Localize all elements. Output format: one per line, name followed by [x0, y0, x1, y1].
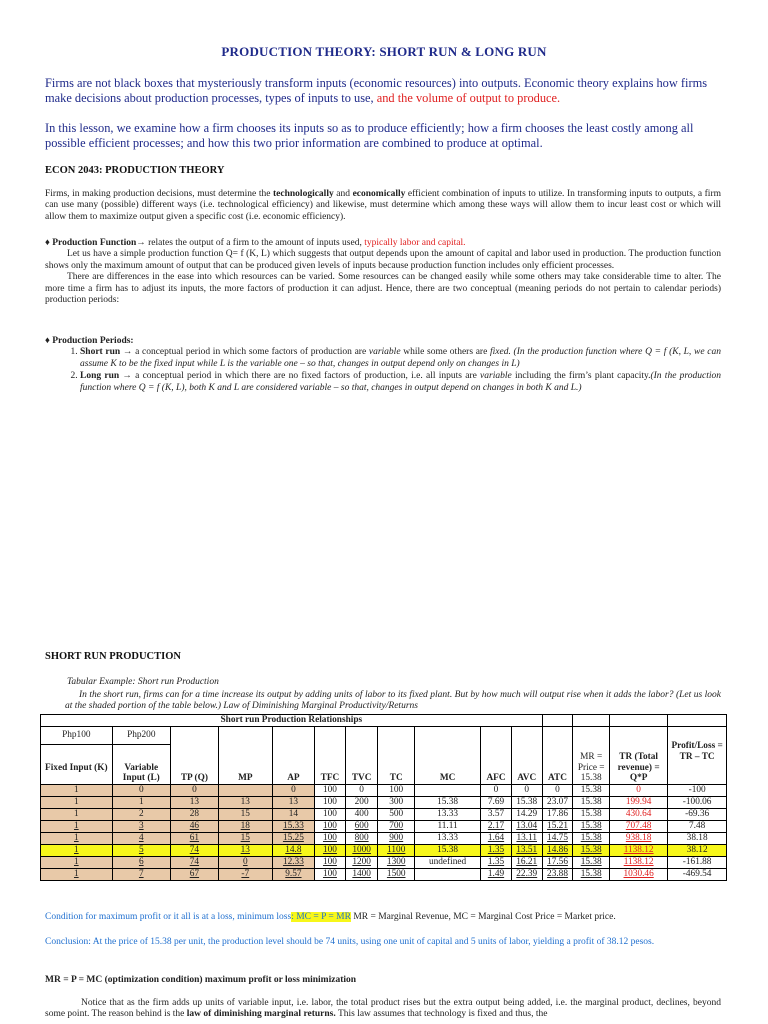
table-cell: 100 — [315, 868, 346, 880]
table-cell: 1 — [41, 820, 113, 832]
table-cell: 300 — [378, 796, 415, 808]
table-cell: 7.69 — [481, 796, 512, 808]
condition-definitions: MR = Marginal Revenue, MC = Marginal Cost Price = Market price. — [350, 912, 616, 922]
table-cell: 17.86 — [542, 808, 573, 820]
production-periods-heading — [45, 336, 721, 347]
table-cell: 100 — [378, 784, 415, 796]
list-text: → a conceptual period in which there are no fixed factors of production, i.e. all inputs are — [119, 371, 481, 382]
table-cell: 15.38 — [573, 808, 610, 820]
table-cell: 38.18 — [668, 832, 727, 844]
econ-heading: ECON 2043: PRODUCTION THEORY — [45, 165, 225, 176]
table-cell: 199.94 — [609, 796, 667, 808]
efficiency-paragraph — [45, 189, 721, 223]
table-cell: -161.88 — [668, 856, 727, 868]
table-cell: 1300 — [378, 856, 415, 868]
table-cell: 13 — [170, 796, 218, 808]
table-cell: 15.38 — [414, 844, 480, 856]
table-cell: 100 — [315, 796, 346, 808]
production-function-text: → relates the output of a firm to the amount of inputs used, — [136, 238, 365, 248]
table-cell: 17.56 — [542, 856, 573, 868]
condition-text: Condition for maximum profit or it all is at a loss, minimum loss — [45, 912, 292, 922]
table-row — [41, 808, 727, 820]
table-row — [41, 868, 727, 880]
table-row — [41, 844, 727, 856]
mp-header: MP — [218, 727, 272, 785]
table-cell: -100 — [668, 784, 727, 796]
table-caption-row — [41, 715, 727, 727]
tvc-header: TVC — [345, 727, 378, 785]
production-function-p2: Let us have a simple production function Q= f (K, L) which suggests that output depends upon the amount of capital and labor used in production. The production function shows only the maximum amount of output that can be produced given levels of inputs because production function includes only efficient processes. — [45, 249, 721, 271]
intro-highlight: and the volume of output to produce. — [376, 91, 561, 105]
intro-text: Firms are not black boxes that mysteriously transform inputs (economic resources) into outputs. Economic theory explains how firms make decisions about production processes, types of inputs to use, — [45, 76, 708, 105]
table-cell: -469.54 — [668, 868, 727, 880]
list-italic: (In the production function where Q = f (K, L, we can assume K to be the fixed input while L is the variable one – so that, changes in output depend only on changes in L) — [80, 347, 721, 369]
list-text: while some others are — [400, 347, 491, 358]
table-cell: 13.33 — [414, 832, 480, 844]
table-cell: 0 — [511, 784, 542, 796]
table-cell: 100 — [315, 784, 346, 796]
production-function-p3: There are differences in the ease into which resources can be varied. Some resources can be changed easily while some others may take considerable time to alter. The more time a firm has to adjust its inputs, the more factors of production it can adjust. Hence, there are two conceptual (meaning periods do not pertain to calendar periods) production periods: — [45, 272, 721, 306]
table-cell: 28 — [170, 808, 218, 820]
table-cell: 0 — [272, 784, 314, 796]
table-row — [41, 796, 727, 808]
production-periods-section — [45, 336, 721, 395]
short-run-production-heading: SHORT RUN PRODUCTION — [45, 651, 181, 662]
table-cell: 13 — [272, 796, 314, 808]
table-cell: 600 — [345, 820, 378, 832]
table-cell: 14.75 — [542, 832, 573, 844]
table-cell: 15.38 — [573, 820, 610, 832]
table-cell: 700 — [378, 820, 415, 832]
table-cell: 15 — [218, 832, 272, 844]
table-cell: 61 — [170, 832, 218, 844]
para-bold: technologically — [273, 189, 334, 199]
table-cell: 1400 — [345, 868, 378, 880]
table-cell: 1030.46 — [609, 868, 667, 880]
table-cell: 13.33 — [414, 808, 480, 820]
table-header-row — [41, 727, 727, 785]
list-italic: variable — [480, 371, 512, 382]
table-cell: 74 — [170, 856, 218, 868]
php100-label: Php100 — [41, 727, 112, 745]
tabular-example-label: Tabular Example: Short run Production — [67, 677, 219, 687]
table-cell: 38.12 — [668, 844, 727, 856]
table-row — [41, 784, 727, 796]
tp-header: TP (Q) — [170, 727, 218, 785]
table-cell: 100 — [315, 808, 346, 820]
table-cell: 15.38 — [573, 796, 610, 808]
table-cell: 1 — [41, 856, 113, 868]
table-cell — [668, 715, 727, 727]
condition-highlight: : MC = P = MR — [291, 912, 351, 922]
list-italic: (In the production function where Q = f (K, L), both K and L are considered variable – so that, changes in output depend on changes in both K and L.) — [80, 371, 721, 393]
table-cell: 1000 — [345, 844, 378, 856]
table-cell: undefined — [414, 856, 480, 868]
short-run-label: Short run — [80, 347, 121, 358]
header-label: Fixed Input (K) — [45, 762, 108, 773]
closing-paragraph — [45, 998, 721, 1021]
table-cell: 1 — [41, 808, 113, 820]
fixed-input-header — [41, 727, 113, 785]
table-cell: 3 — [112, 820, 170, 832]
long-run-label: Long run — [80, 371, 120, 382]
list-text: → a conceptual period in which some factors of production are — [120, 347, 369, 358]
table-cell: 800 — [345, 832, 378, 844]
table-cell: 1 — [41, 784, 113, 796]
list-item-long-run — [80, 371, 721, 394]
table-cell: 100 — [315, 856, 346, 868]
table-cell — [542, 715, 573, 727]
production-function-highlight: typically labor and capital. — [364, 238, 466, 248]
table-row — [41, 832, 727, 844]
list-text: including the firm’s plant capacity. — [511, 371, 651, 382]
atc-header: ATC — [542, 727, 573, 785]
table-cell: 1.49 — [481, 868, 512, 880]
production-function-section — [45, 238, 721, 306]
table-cell: 0 — [170, 784, 218, 796]
table-cell: 1200 — [345, 856, 378, 868]
closing-bold: law of diminishing marginal returns. — [186, 1009, 336, 1020]
table-cell: 938.18 — [609, 832, 667, 844]
table-cell: 46 — [170, 820, 218, 832]
table-cell: 13 — [218, 844, 272, 856]
table-cell: 23.07 — [542, 796, 573, 808]
table-cell: -100.06 — [668, 796, 727, 808]
table-cell: 1.35 — [481, 844, 512, 856]
variable-input-header — [112, 727, 170, 785]
table-cell: 13.04 — [511, 820, 542, 832]
table-cell: 15.38 — [414, 796, 480, 808]
table-cell: 74 — [170, 844, 218, 856]
intro-paragraph-2: In this lesson, we examine how a firm chooses its inputs so as to produce efficiently; how a firm chooses the least costly among all possible efficient processes; and how this two prior information are combined to produce at optimal. — [45, 121, 694, 150]
table-cell: 15.21 — [542, 820, 573, 832]
tr-header: TR (Total revenue) = Q*P — [609, 727, 667, 785]
table-cell: 15.38 — [573, 784, 610, 796]
table-cell: 15.38 — [573, 844, 610, 856]
table-cell: 1138.12 — [609, 844, 667, 856]
production-periods-list — [45, 347, 721, 394]
tc-header: TC — [378, 727, 415, 785]
table-cell: 1500 — [378, 868, 415, 880]
table-cell: 15.38 — [573, 868, 610, 880]
optimization-condition: MR = P = MC (optimization condition) maximum profit or loss minimization — [45, 975, 357, 985]
table-cell: 13.11 — [511, 832, 542, 844]
table-caption: Short run Production Relationships — [41, 715, 543, 727]
list-italic: fixed. — [490, 347, 511, 358]
table-cell: -7 — [218, 868, 272, 880]
tabular-intro: In the short run, firms can for a time increase its output by adding units of labor to its fixed plant. But by how much will output rise when it adds the labor? (Let us look at the shaded portion of the table below.) Law of Diminishing Marginal Productivity/Returns — [65, 690, 721, 712]
profit-header: Profit/Loss = TR – TC — [668, 727, 727, 785]
table-cell — [218, 784, 272, 796]
avc-header: AVC — [511, 727, 542, 785]
table-cell: 12.33 — [272, 856, 314, 868]
table-cell: 0 — [542, 784, 573, 796]
table-cell: 2.17 — [481, 820, 512, 832]
table-cell: 0 — [218, 856, 272, 868]
max-profit-condition — [45, 912, 735, 923]
table-cell: 15.25 — [272, 832, 314, 844]
table-cell — [573, 715, 610, 727]
production-function-label: ♦ Production Function — [45, 238, 137, 248]
php200-label: Php200 — [113, 727, 170, 745]
conclusion: Conclusion: At the price of 15.38 per unit, the production level should be 74 units, using one unit of capital and 5 units of labor, yielding a profit of 38.12 pesos. — [45, 937, 655, 947]
table-cell: 7.48 — [668, 820, 727, 832]
table-cell: 23.88 — [542, 868, 573, 880]
table-cell: 0 — [481, 784, 512, 796]
short-run-table — [40, 714, 727, 881]
production-function-line — [45, 238, 721, 249]
table-cell: 4 — [112, 832, 170, 844]
table-cell: 400 — [345, 808, 378, 820]
table-cell: 200 — [345, 796, 378, 808]
table-cell: -69.36 — [668, 808, 727, 820]
table-cell: 5 — [112, 844, 170, 856]
table-cell: 15.33 — [272, 820, 314, 832]
intro-paragraph-1 — [45, 76, 725, 106]
page-title: PRODUCTION THEORY: SHORT RUN & LONG RUN — [221, 44, 547, 59]
table-cell: 900 — [378, 832, 415, 844]
table-cell: 22.39 — [511, 868, 542, 880]
table-row — [41, 856, 727, 868]
table-cell: 67 — [170, 868, 218, 880]
para-bold: economically — [352, 189, 406, 199]
table-cell: 100 — [315, 832, 346, 844]
table-cell: 1 — [41, 832, 113, 844]
table-cell: 500 — [378, 808, 415, 820]
mc-header: MC — [414, 727, 480, 785]
table-cell: 14 — [272, 808, 314, 820]
table-cell: 1 — [41, 844, 113, 856]
table-cell: 15 — [218, 808, 272, 820]
table-cell — [414, 868, 480, 880]
closing-text: Notice that as the firm adds up units of variable input, i.e. labor, the total product rises but the extra output being added, i.e. the marginal product, declines, beyond some point. The reason behind is the — [45, 998, 721, 1020]
closing-text: This law assumes that technology is fixed and thus, the — [335, 1009, 548, 1020]
table-cell: 1.64 — [481, 832, 512, 844]
table-body — [41, 784, 727, 880]
list-item-short-run — [80, 347, 721, 370]
table-cell: 1138.12 — [609, 856, 667, 868]
table-cell — [414, 784, 480, 796]
table-cell: 1 — [41, 868, 113, 880]
table-cell — [609, 715, 667, 727]
table-cell: 0 — [609, 784, 667, 796]
list-italic: variable — [368, 347, 401, 358]
table-cell: 3.57 — [481, 808, 512, 820]
tfc-header: TFC — [315, 727, 346, 785]
para-text: Firms, in making production decisions, must determine the — [45, 189, 274, 199]
table-cell: 15.38 — [573, 832, 610, 844]
table-cell: 707.48 — [609, 820, 667, 832]
table-cell: 13.51 — [511, 844, 542, 856]
mr-header: MR = Price = 15.38 — [573, 727, 610, 785]
production-periods-label: ♦ Production Periods: — [45, 336, 134, 346]
table-cell: 14.86 — [542, 844, 573, 856]
table-cell: 430.64 — [609, 808, 667, 820]
table-cell: 11.11 — [414, 820, 480, 832]
para-text: and — [333, 189, 353, 199]
table-cell: 16.21 — [511, 856, 542, 868]
table-row — [41, 820, 727, 832]
table-cell: 15.38 — [511, 796, 542, 808]
ap-header: AP — [272, 727, 314, 785]
table-cell: 0 — [112, 784, 170, 796]
table-cell: 100 — [315, 820, 346, 832]
table-cell: 13 — [218, 796, 272, 808]
table-cell: 6 — [112, 856, 170, 868]
table-cell: 7 — [112, 868, 170, 880]
table-cell: 1 — [41, 796, 113, 808]
afc-header: AFC — [481, 727, 512, 785]
table-cell: 100 — [315, 844, 346, 856]
table-cell: 15.38 — [573, 856, 610, 868]
table-cell: 1 — [112, 796, 170, 808]
table-cell: 0 — [345, 784, 378, 796]
table-cell: 14.8 — [272, 844, 314, 856]
table-cell: 2 — [112, 808, 170, 820]
table-cell: 9.57 — [272, 868, 314, 880]
table-cell: 1.35 — [481, 856, 512, 868]
table-cell: 14.29 — [511, 808, 542, 820]
table-cell: 18 — [218, 820, 272, 832]
table-cell: 1100 — [378, 844, 415, 856]
header-label: Variable Input (L) — [122, 762, 160, 783]
para-text: efficient combination of inputs to utilize. In transforming inputs to outputs, a firm can use many (possible) different ways (i.e. technological efficiency) and likewise, must determine which among these ways will allow them to incur least cost or which will allow them to maximize output given a specific cost (i.e. economic efficiency). — [45, 189, 721, 222]
